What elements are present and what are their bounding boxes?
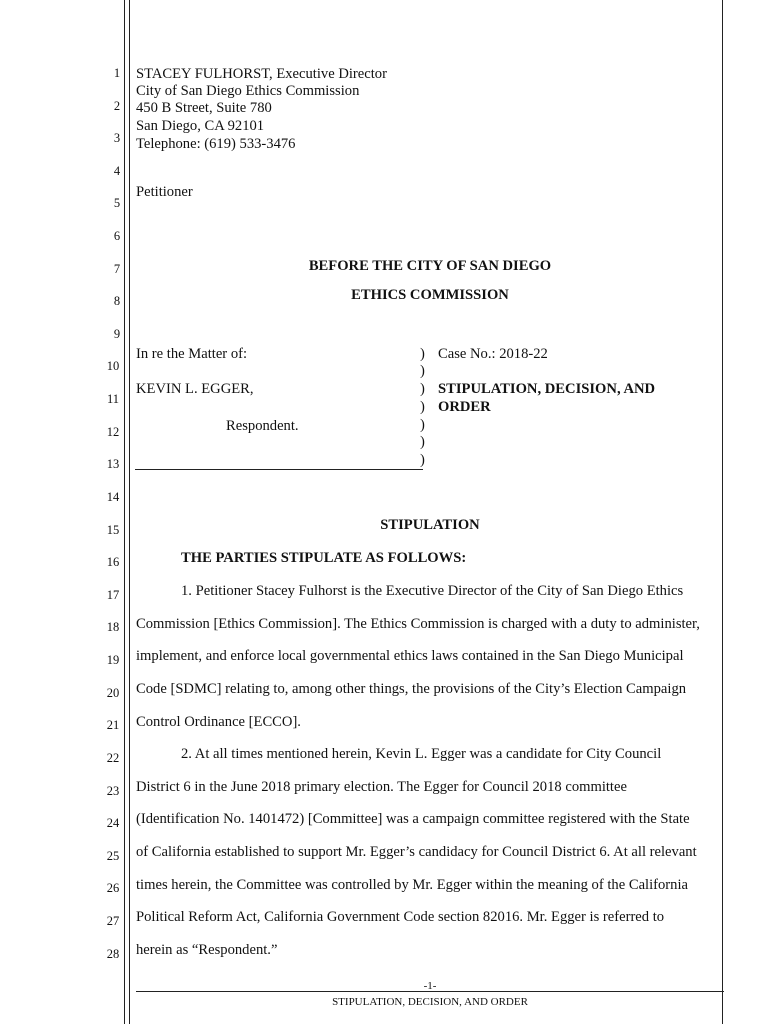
- caption-paren: ): [420, 434, 425, 450]
- line-number: 15: [106, 523, 120, 537]
- line-number: 19: [106, 653, 120, 667]
- body-line: (Identification No. 1401472) [Committee] was a campaign committee registered with the State: [136, 811, 690, 827]
- filer-street: 450 B Street, Suite 780: [136, 100, 272, 116]
- line-number: 22: [106, 751, 120, 765]
- body-line: implement, and enforce local governmental ethics laws contained in the San Diego Municipal: [136, 648, 684, 664]
- line-number: 2: [113, 99, 121, 113]
- section-title: STIPULATION: [380, 517, 480, 533]
- line-number: 25: [106, 849, 120, 863]
- line-number: 21: [106, 718, 120, 732]
- line-number: 8: [113, 294, 121, 308]
- stipulation-intro: THE PARTIES STIPULATE AS FOLLOWS:: [181, 550, 467, 566]
- line-number: 20: [106, 686, 120, 700]
- body-line: of California established to support Mr. Egger’s candidacy for Council District 6. At all relevant: [136, 844, 697, 860]
- respondent-label: Respondent.: [226, 418, 299, 434]
- body-line: herein as “Respondent.”: [136, 942, 278, 958]
- filer-city: San Diego, CA 92101: [136, 118, 265, 134]
- caption-paren: ): [420, 399, 425, 415]
- line-number: 28: [106, 947, 120, 961]
- body-line: Political Reform Act, California Government Code section 82016. Mr. Egger is referred to: [136, 909, 665, 925]
- body-line: 1. Petitioner Stacey Fulhorst is the Executive Director of the City of San Diego Ethics: [181, 583, 684, 599]
- body-line: Commission [Ethics Commission]. The Ethics Commission is charged with a duty to administer,: [136, 616, 700, 632]
- body-line: Code [SDMC] relating to, among other things, the provisions of the City’s Election Campaign: [136, 681, 687, 697]
- line-number: 4: [113, 164, 121, 178]
- line-number: 5: [113, 196, 121, 210]
- right-margin-rule: [722, 0, 723, 1024]
- page-number: -1-: [423, 980, 437, 992]
- line-number: 11: [106, 392, 120, 406]
- line-number: 17: [106, 588, 120, 602]
- line-number: 16: [106, 555, 120, 569]
- body-line: Control Ordinance [ECCO].: [136, 714, 301, 730]
- line-number: 12: [106, 425, 120, 439]
- case-number: Case No.: 2018-22: [438, 346, 548, 362]
- filer-organization: City of San Diego Ethics Commission: [136, 83, 360, 99]
- document-title-line-2: ORDER: [438, 399, 491, 415]
- respondent-name: KEVIN L. EGGER,: [136, 381, 254, 397]
- caption-paren: ): [420, 452, 425, 468]
- line-number: 9: [113, 327, 121, 341]
- line-number: 1: [113, 66, 121, 80]
- tribunal-line-1: BEFORE THE CITY OF SAN DIEGO: [308, 258, 552, 274]
- filer-phone: Telephone: (619) 533-3476: [136, 136, 296, 152]
- tribunal-line-2: ETHICS COMMISSION: [351, 287, 509, 303]
- left-margin-rule-outer: [124, 0, 125, 1024]
- caption-paren: ): [420, 363, 425, 379]
- body-line: 2. At all times mentioned herein, Kevin L. Egger was a candidate for City Council: [181, 746, 662, 762]
- filer-party: Petitioner: [136, 184, 193, 200]
- body-line: District 6 in the June 2018 primary election. The Egger for Council 2018 committee: [136, 779, 627, 795]
- line-number: 27: [106, 914, 120, 928]
- left-margin-rule-inner: [129, 0, 130, 1024]
- matter-label: In re the Matter of:: [136, 346, 248, 362]
- line-number: 6: [113, 229, 121, 243]
- filer-name-title: STACEY FULHORST, Executive Director: [136, 66, 387, 82]
- line-number: 10: [106, 359, 120, 373]
- line-number: 3: [113, 131, 121, 145]
- caption-paren: ): [420, 417, 425, 433]
- footer-title: STIPULATION, DECISION, AND ORDER: [332, 996, 528, 1008]
- caption-underline: [135, 469, 423, 470]
- line-number: 24: [106, 816, 120, 830]
- line-number: 18: [106, 620, 120, 634]
- document-title-line-1: STIPULATION, DECISION, AND: [438, 381, 656, 397]
- line-number: 7: [113, 262, 121, 276]
- caption-paren: ): [420, 381, 425, 397]
- caption-paren: ): [420, 346, 425, 362]
- line-number: 13: [106, 457, 120, 471]
- line-number: 23: [106, 784, 120, 798]
- line-number: 26: [106, 881, 120, 895]
- body-line: times herein, the Committee was controlled by Mr. Egger within the meaning of the California: [136, 877, 688, 893]
- line-number: 14: [106, 490, 120, 504]
